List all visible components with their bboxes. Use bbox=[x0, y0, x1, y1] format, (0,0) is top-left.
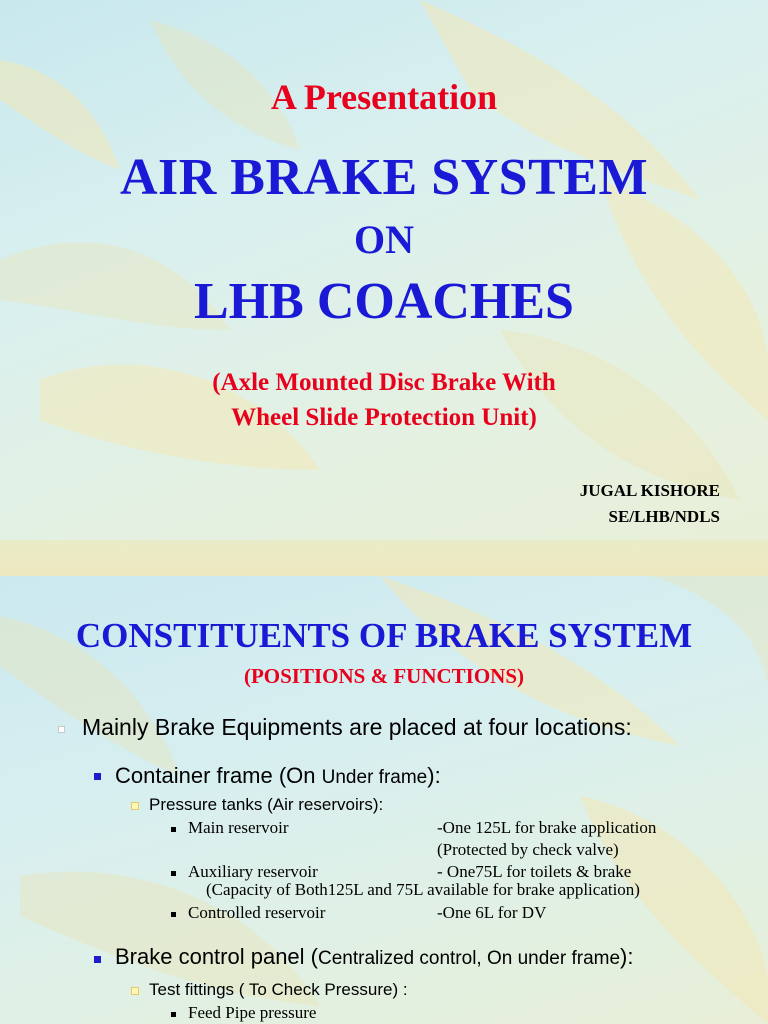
item-description: -One 125L for brake application bbox=[437, 818, 657, 837]
slide-separator bbox=[0, 540, 768, 576]
author-designation: SE/LHB/NDLS bbox=[608, 507, 720, 526]
presentation-title: AIR BRAKE SYSTEM bbox=[119, 149, 649, 206]
presentation-title-line2: LHB COACHES bbox=[194, 273, 574, 330]
slide-title: CONSTITUENTS OF BRAKE SYSTEM bbox=[75, 616, 693, 655]
item-description: (Capacity of Both125L and 75L available for brake application) bbox=[206, 880, 640, 899]
slide-subtitle: (POSITIONS & FUNCTIONS) bbox=[243, 664, 525, 688]
item-label: Auxiliary reservoir bbox=[188, 862, 318, 881]
bullet-hollow-icon bbox=[58, 726, 65, 733]
item-description: -One 6L for DV bbox=[437, 903, 547, 922]
intro-text: Mainly Brake Equipments are placed at four locations: bbox=[82, 714, 632, 740]
bullet-square-icon bbox=[171, 871, 176, 876]
subtitle-line2: Wheel Slide Protection Unit) bbox=[231, 404, 537, 431]
bullet-square-icon bbox=[94, 773, 101, 780]
bullet-square-icon bbox=[131, 802, 139, 810]
content-slide bbox=[0, 576, 768, 1024]
section2-subheading: Test fittings ( To Check Pressure) : bbox=[149, 980, 408, 999]
item-label: Controlled reservoir bbox=[188, 903, 326, 922]
section1-heading: Container frame (On Under frame): bbox=[115, 763, 441, 788]
section1-subheading: Pressure tanks (Air reservoirs): bbox=[149, 795, 384, 814]
item-description: (Protected by check valve) bbox=[437, 840, 619, 859]
subtitle-line1: (Axle Mounted Disc Brake With bbox=[212, 369, 556, 396]
section2-heading: Brake control panel (Centralized control, On under frame): bbox=[115, 944, 634, 969]
title-connector: ON bbox=[354, 217, 414, 262]
bullet-square-icon bbox=[94, 956, 101, 963]
item-label: Feed Pipe pressure bbox=[188, 1003, 317, 1022]
bullet-square-icon bbox=[131, 987, 139, 995]
bullet-square-icon bbox=[171, 912, 176, 917]
bullet-square-icon bbox=[171, 1012, 176, 1017]
pre-title: A Presentation bbox=[270, 77, 498, 117]
bullet-square-icon bbox=[171, 827, 176, 832]
item-description: - One75L for toilets & brake bbox=[437, 862, 632, 881]
author-name: JUGAL KISHORE bbox=[579, 481, 720, 500]
item-label: Main reservoir bbox=[188, 818, 289, 837]
